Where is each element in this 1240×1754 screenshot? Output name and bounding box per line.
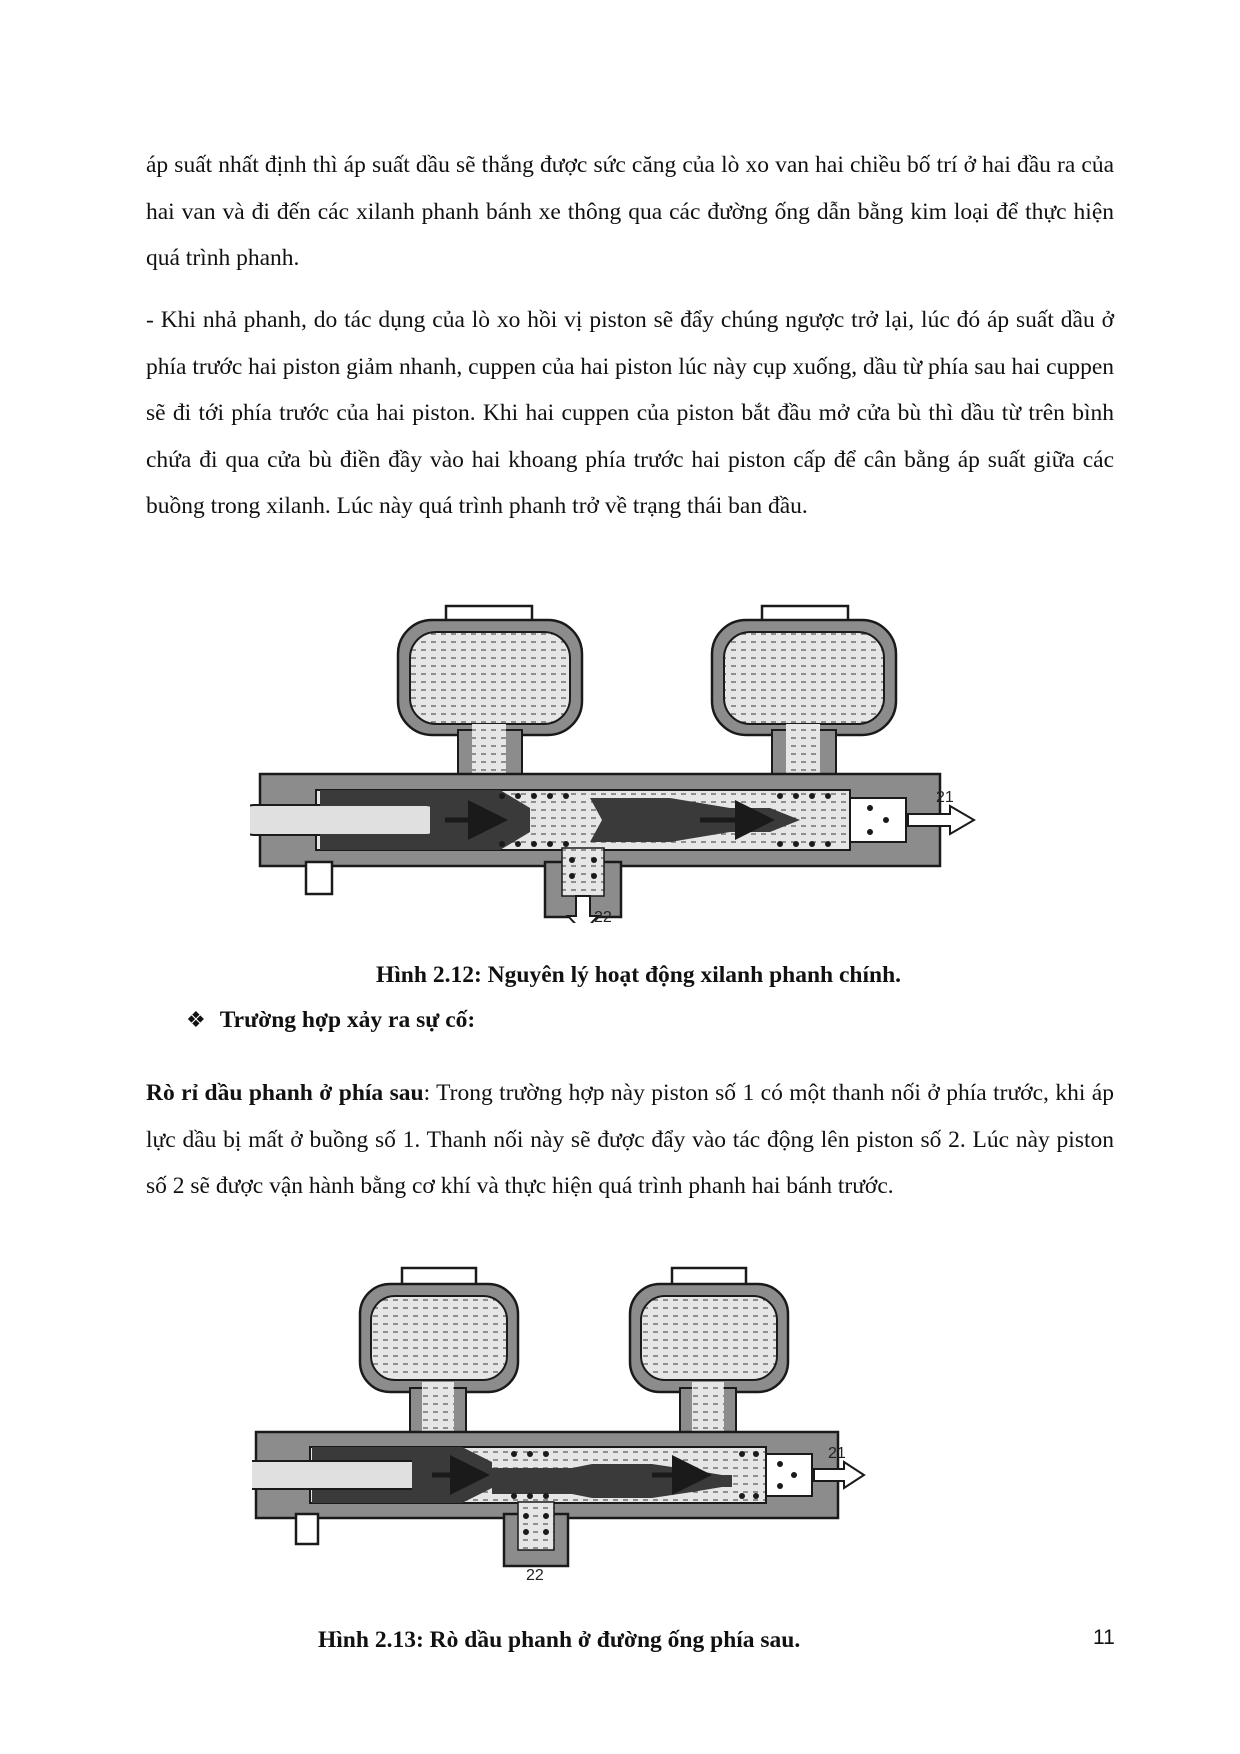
reservoir-right-2 (630, 1268, 788, 1438)
diamond-bullet-icon: ❖ (186, 1008, 206, 1033)
page-number: 11 (1093, 1626, 1115, 1649)
label-22-fig2: 22 (526, 1567, 544, 1584)
reservoir-left (398, 606, 582, 780)
reservoir-left-2 (360, 1268, 518, 1438)
paragraph-3-body: : Trong trường hợp này piston số 1 có một thanh nối ở phía trước, khi áp lực dầu bị mất ở buồng số 1. Thanh nối này sẽ được đẩy vào tác động lên piston số 2. Lúc này piston số 2 sẽ được vận hành bằng cơ khí và thực hiện quá trình phanh hai bánh trước. (146, 1080, 1114, 1199)
heading-text: Trường hợp xảy ra sự cố: (219, 1007, 476, 1033)
label-22: 22 (594, 909, 612, 923)
label-21: 21 (936, 789, 954, 806)
paragraph-3 (146, 1070, 1114, 1210)
figure-2-12-caption: Hình 2.12: Nguyên lý hoạt động xilanh phanh chính. (376, 962, 902, 988)
figure-2-12-diagram (250, 598, 1090, 923)
figure-2-13-diagram (252, 1264, 972, 1584)
paragraph-3-lead: Rò rỉ dầu phanh ở phía sau (146, 1080, 424, 1106)
reservoir-right (712, 606, 896, 780)
paragraph-1: áp suất nhất định thì áp suất dầu sẽ thắng được sức căng của lò xo van hai chiều bố trí ở hai đầu ra của hai van và đi đến các xilanh phanh bánh xe thông qua các đường ống dẫn bằng kim loại để thực hiện quá trình phanh. (146, 152, 1114, 271)
label-21-fig2: 21 (828, 1445, 846, 1462)
push-rod (250, 805, 440, 835)
section-heading (186, 1007, 475, 1034)
figure-2-13-caption: Hình 2.13: Rò dầu phanh ở đường ống phía sau. (318, 1627, 801, 1653)
paragraph-2: - Khi nhả phanh, do tác dụng của lò xo hồi vị piston sẽ đẩy chúng ngược trở lại, lúc đó áp suất dầu ở phía trước hai piston giảm nhanh, cuppen của hai piston lúc này cụp xuống, dầu từ phía sau hai cuppen sẽ đi tới phía trước của hai piston. Khi hai cuppen của piston bắt đầu mở cửa bù thì dầu từ trên bình chứa đi qua cửa bù điền đầy vào hai khoang phía trước hai piston cấp để cân bằng áp suất giữa các buồng trong xilanh. Lúc này quá trình phanh trở về trạng thái ban đầu. (146, 307, 1114, 519)
